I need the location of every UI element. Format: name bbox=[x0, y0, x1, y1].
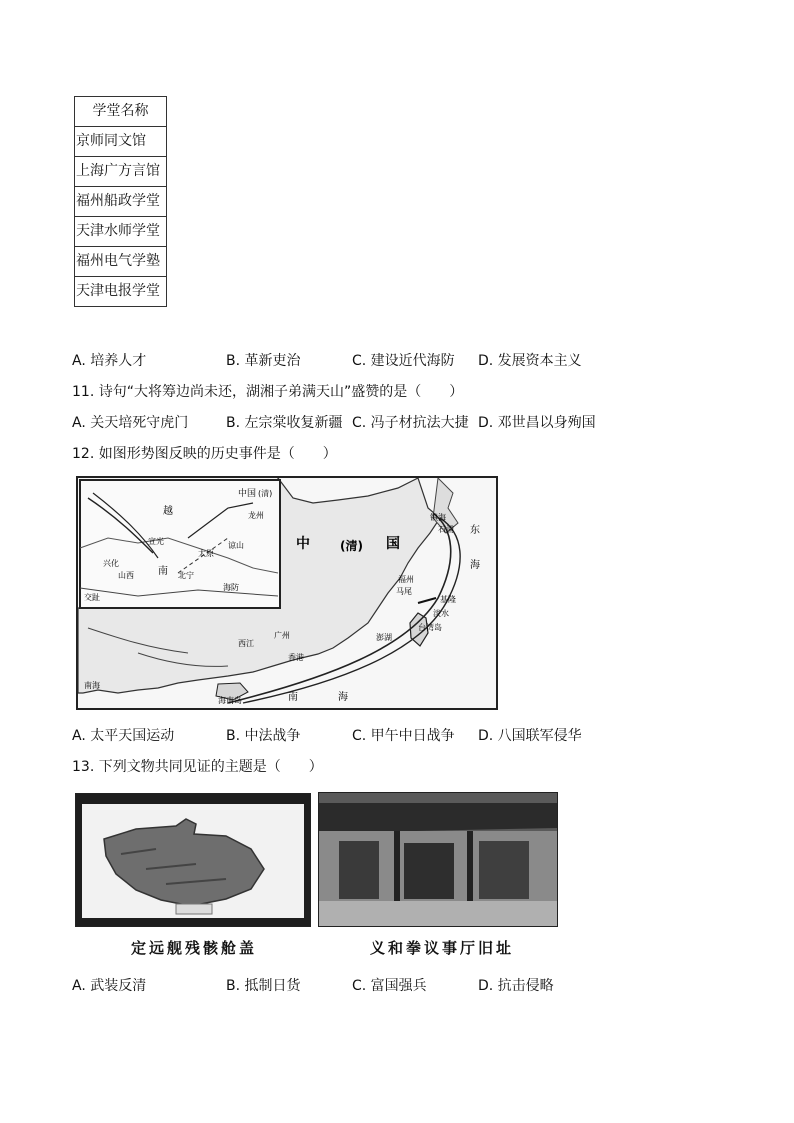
photo-svg bbox=[319, 793, 557, 926]
map-label: 马尾 bbox=[396, 587, 412, 596]
option-b[interactable]: B. 中法战争 bbox=[226, 728, 301, 744]
map-label: 西江 bbox=[238, 639, 254, 648]
map-label: 中 bbox=[296, 536, 310, 552]
option-c[interactable]: C. 甲午中日战争 bbox=[352, 728, 455, 744]
option-c[interactable]: C. 冯子材抗法大捷 bbox=[352, 415, 469, 431]
map-label: 福州 bbox=[398, 575, 414, 584]
map-label: 海 bbox=[338, 692, 348, 703]
map-label: 兴化 bbox=[103, 559, 119, 568]
map-label: 基隆 bbox=[440, 595, 456, 604]
table-cell: 上海广方言馆 bbox=[75, 157, 167, 187]
map-label: 东 bbox=[470, 525, 480, 536]
option-c[interactable]: C. 富国强兵 bbox=[352, 978, 427, 994]
map-label: 越 bbox=[163, 506, 173, 517]
map-label: 淡水 bbox=[433, 609, 449, 618]
caption-right: 义和拳议事厅旧址 bbox=[370, 939, 515, 957]
map-label: 中国 bbox=[238, 489, 257, 499]
table-cell: 福州船政学堂 bbox=[75, 187, 167, 217]
table-cell: 天津电报学堂 bbox=[75, 277, 167, 307]
table-cell: 天津水师学堂 bbox=[75, 217, 167, 247]
map-svg bbox=[78, 478, 496, 708]
q13-stem: 13. 下列文物共同见证的主题是（ ） bbox=[72, 759, 323, 775]
map-label: (清) bbox=[258, 489, 273, 498]
option-b[interactable]: B. 左宗棠收复新疆 bbox=[226, 415, 343, 431]
table-cell: 京师同文馆 bbox=[75, 127, 167, 157]
map-label: 南 bbox=[158, 566, 168, 577]
option-a[interactable]: A. 培养人才 bbox=[72, 353, 147, 369]
map-label: 龙州 bbox=[248, 511, 264, 520]
map-label: 石浦 bbox=[438, 525, 454, 534]
map-label: 交趾 bbox=[84, 593, 100, 602]
map-label: 镇海 bbox=[430, 513, 446, 522]
option-d[interactable]: D. 抗击侵略 bbox=[478, 978, 554, 994]
map-label: 宣光 bbox=[148, 537, 164, 546]
map-label: 海 bbox=[470, 560, 480, 571]
q11-stem: 11. 诗句“大将筹边尚未还，湖湘子弟满天山”盛赞的是（ ） bbox=[72, 384, 464, 400]
map-label: 南 bbox=[288, 692, 298, 703]
map-label: 台湾岛 bbox=[418, 623, 442, 632]
option-b[interactable]: B. 抵制日货 bbox=[226, 978, 301, 994]
map-label: 南海 bbox=[84, 681, 100, 690]
map-label: 澎湖 bbox=[376, 633, 392, 642]
map-label: 北宁 bbox=[178, 571, 194, 580]
option-d[interactable]: D. 邓世昌以身殉国 bbox=[478, 415, 596, 431]
q12-stem: 12. 如图形势图反映的历史事件是（ ） bbox=[72, 446, 337, 462]
historical-map bbox=[76, 476, 498, 710]
caption-left: 定远舰残骸舱盖 bbox=[131, 939, 258, 957]
photo-dingyuan-hatch bbox=[75, 793, 311, 927]
table-header: 学堂名称 bbox=[75, 97, 167, 127]
map-label: 山西 bbox=[118, 571, 134, 580]
map-label: 海南岛 bbox=[218, 696, 242, 705]
map-label: 国 bbox=[386, 536, 400, 552]
photo-svg bbox=[76, 794, 310, 926]
map-label: 谅山 bbox=[228, 541, 244, 550]
map-label: 太原 bbox=[198, 549, 214, 558]
table-cell: 福州电气学塾 bbox=[75, 247, 167, 277]
map-label: 广州 bbox=[274, 631, 290, 640]
option-c[interactable]: C. 建设近代海防 bbox=[352, 353, 455, 369]
school-table bbox=[74, 96, 167, 307]
option-b[interactable]: B. 革新吏治 bbox=[226, 353, 301, 369]
option-a[interactable]: A. 太平天国运动 bbox=[72, 728, 175, 744]
option-d[interactable]: D. 发展资本主义 bbox=[478, 353, 582, 369]
option-d[interactable]: D. 八国联军侵华 bbox=[478, 728, 582, 744]
map-label: (清) bbox=[340, 539, 363, 553]
map-label: 香港 bbox=[288, 653, 304, 662]
map-label: 海防 bbox=[223, 583, 239, 592]
photo-boxer-hall bbox=[318, 792, 558, 927]
option-a[interactable]: A. 关天培死守虎门 bbox=[72, 415, 189, 431]
option-a[interactable]: A. 武装反清 bbox=[72, 978, 147, 994]
